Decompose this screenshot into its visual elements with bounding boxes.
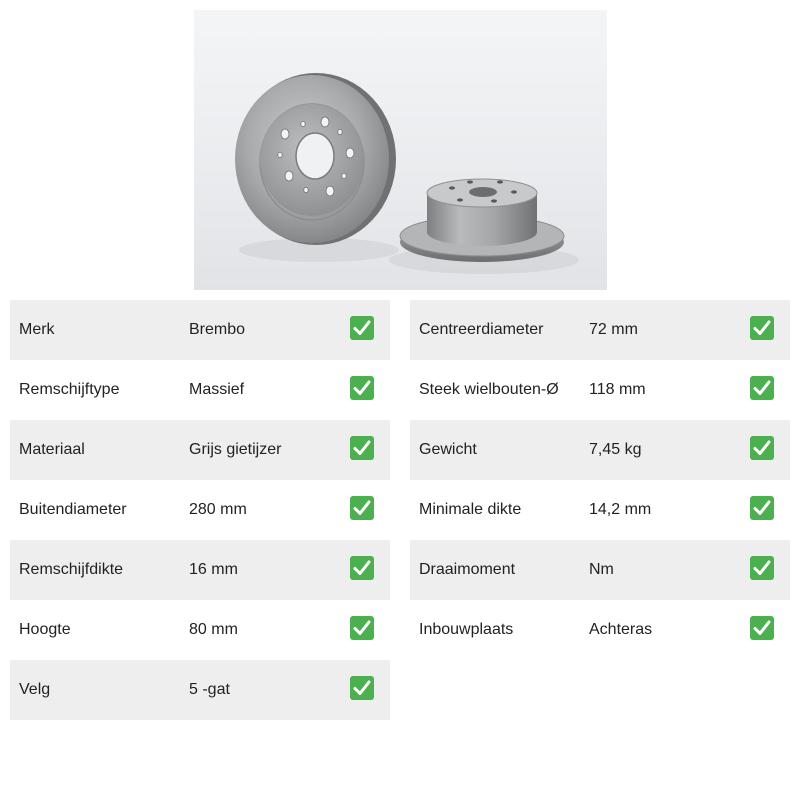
spec-row-merk (10, 300, 390, 360)
spec-label: Remschijftype (19, 381, 120, 398)
spec-value: Brembo (189, 321, 246, 338)
spec-value: Grijs gietijzer (189, 441, 282, 458)
check-mark-icon (350, 616, 374, 640)
check-mark-icon (750, 376, 774, 400)
product-image (194, 10, 607, 290)
spec-value: Massief (189, 381, 245, 398)
spec-row-minimale-dikte (410, 480, 790, 540)
spec-label: Hoogte (19, 621, 71, 638)
check-mark-icon (350, 556, 374, 580)
spec-label: Steek wielbouten-Ø (419, 381, 559, 398)
spec-row-remschijftype (10, 360, 390, 420)
spec-value: Achteras (589, 621, 653, 638)
spec-value: 72 mm (589, 321, 638, 338)
spec-value: 5 -gat (189, 681, 230, 698)
check-mark-icon (350, 376, 374, 400)
spec-row-velg (10, 660, 390, 720)
spec-table-left (10, 300, 390, 720)
spec-row-remschijfdikte (10, 540, 390, 600)
spec-label: Centreerdiameter (419, 321, 544, 338)
spec-row-inbouwplaats (410, 600, 790, 660)
spec-label: Remschijfdikte (19, 561, 124, 578)
spec-label: Minimale dikte (419, 501, 522, 518)
spec-value: 280 mm (189, 501, 247, 518)
check-mark-icon (350, 316, 374, 340)
check-mark-icon (750, 316, 774, 340)
spec-row-materiaal (10, 420, 390, 480)
spec-label: Draaimoment (419, 561, 516, 578)
spec-value: 118 mm (589, 381, 646, 398)
spec-value: Nm (589, 561, 614, 578)
spec-row-draaimoment (410, 540, 790, 600)
check-mark-icon (750, 556, 774, 580)
spec-row-buitendiameter (10, 480, 390, 540)
spec-label: Inbouwplaats (419, 621, 514, 638)
check-mark-icon (350, 676, 374, 700)
spec-row-gewicht (410, 420, 790, 480)
check-mark-icon (750, 436, 774, 460)
spec-row-steek-wielbouten (410, 360, 790, 420)
brake-disc-pair-photo (194, 10, 607, 290)
spec-value: 14,2 mm (589, 501, 652, 518)
spec-label: Velg (19, 681, 51, 698)
spec-row-hoogte (10, 600, 390, 660)
spec-label: Gewicht (419, 441, 477, 458)
spec-value: 16 mm (189, 561, 238, 578)
spec-row-centreerdiameter (410, 300, 790, 360)
check-mark-icon (750, 616, 774, 640)
spec-label: Materiaal (19, 441, 85, 458)
spec-value: 7,45 kg (589, 441, 642, 458)
spec-label: Merk (19, 321, 55, 338)
spec-label: Buitendiameter (19, 501, 127, 518)
spec-value: 80 mm (189, 621, 238, 638)
check-mark-icon (750, 496, 774, 520)
spec-table-right (410, 300, 790, 660)
check-mark-icon (350, 436, 374, 460)
check-mark-icon (350, 496, 374, 520)
